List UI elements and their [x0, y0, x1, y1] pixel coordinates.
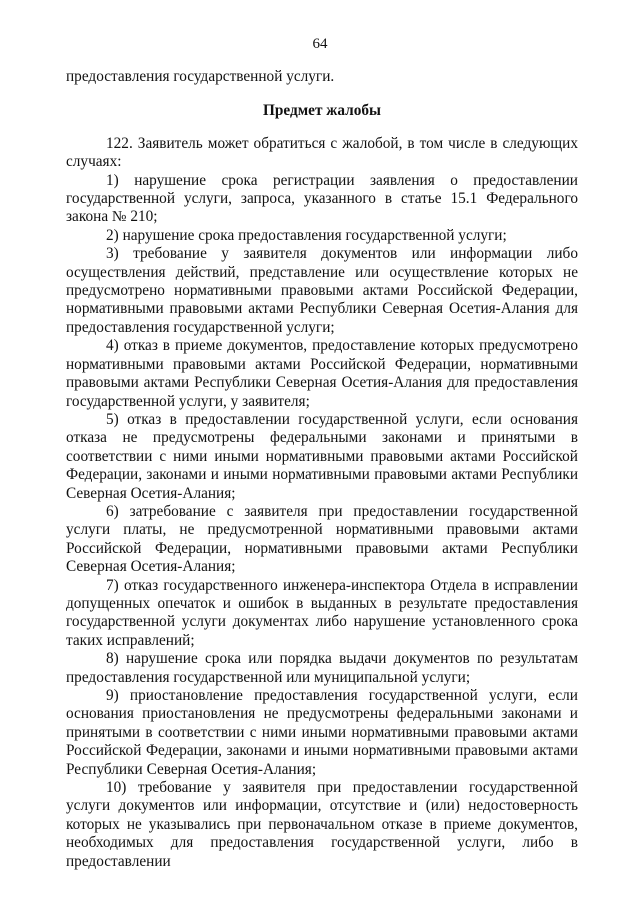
list-item-8: 8) нарушение срока или порядка выдачи документов по результатам предоставления государственной или муниципальной услуги; — [66, 650, 578, 686]
list-item-2: 2) нарушение срока предоставления государственной услуги; — [106, 226, 507, 244]
document-body — [66, 68, 578, 871]
list-item-1: 1) нарушение срока регистрации заявления о предоставлении государственной услуги, запроса, указанного в статье 15.1 Федерального закона № 210; — [66, 171, 578, 226]
list-item-5: 5) отказ в предоставлении государственной услуги, если основания отказа не предусмотрены федеральными законами и принятыми в соответствии с ними иными нормативными правовыми актами Российской Федерации, законами и иными нормативными правовыми актами Республики Северная Осетия-Алания; — [66, 410, 578, 502]
page-number: 64 — [312, 36, 328, 52]
paragraph-122: 122. Заявитель может обратиться с жалобой, в том числе в следующих случаях: — [66, 134, 578, 171]
continuation-text: предоставления государственной услуги. — [66, 68, 335, 85]
section-heading: Предмет жалобы — [263, 102, 381, 120]
list-item-4: 4) отказ в приеме документов, предоставление которых предусмотрено нормативными правовыми актами Российской Федерации, нормативными правовыми актами Республики Северная Осетия-Алания для предоставления государственной услуги, у заявителя; — [66, 337, 578, 410]
list-item-3: 3) требование у заявителя документов или информации либо осуществления действий, представление или осуществление которых не предусмотрено нормативными правовыми актами Российской Федерации, нормативными правовыми актами Республики Северная Осетия-Алания для предоставления государственной услуги; — [66, 245, 578, 336]
list-item-9: 9) приостановление предоставления государственной услуги, если основания приостановления не предусмотрены федеральными законами и принятыми в соответствии с ними иными нормативными правовыми актами Российской Федерации, законами и иными нормативными правовыми актами Республики Северная Осетия-Алания; — [66, 687, 578, 778]
list-item-6: 6) затребование с заявителя при предоставлении государственной услуги платы, не предусмотренной нормативными правовыми актами Российской Федерации, нормативными правовыми актами Республики Северная Осетия-Алания; — [66, 502, 578, 576]
list-item-7: 7) отказ государственного инженера-инспектора Отдела в исправлении допущенных опечаток и ошибок в выданных в результате предоставления государственной услуги документах либо нарушение установленного срока таких исправлений; — [66, 576, 578, 649]
list-item-10: 10) требование у заявителя при предоставлении государственной услуги документов или информации, отсутствие и (или) недостоверность которых не указывались при первоначальном отказе в приеме документов, необходимых для предоставления государственной услуги, либо в предоставлении — [66, 779, 578, 870]
